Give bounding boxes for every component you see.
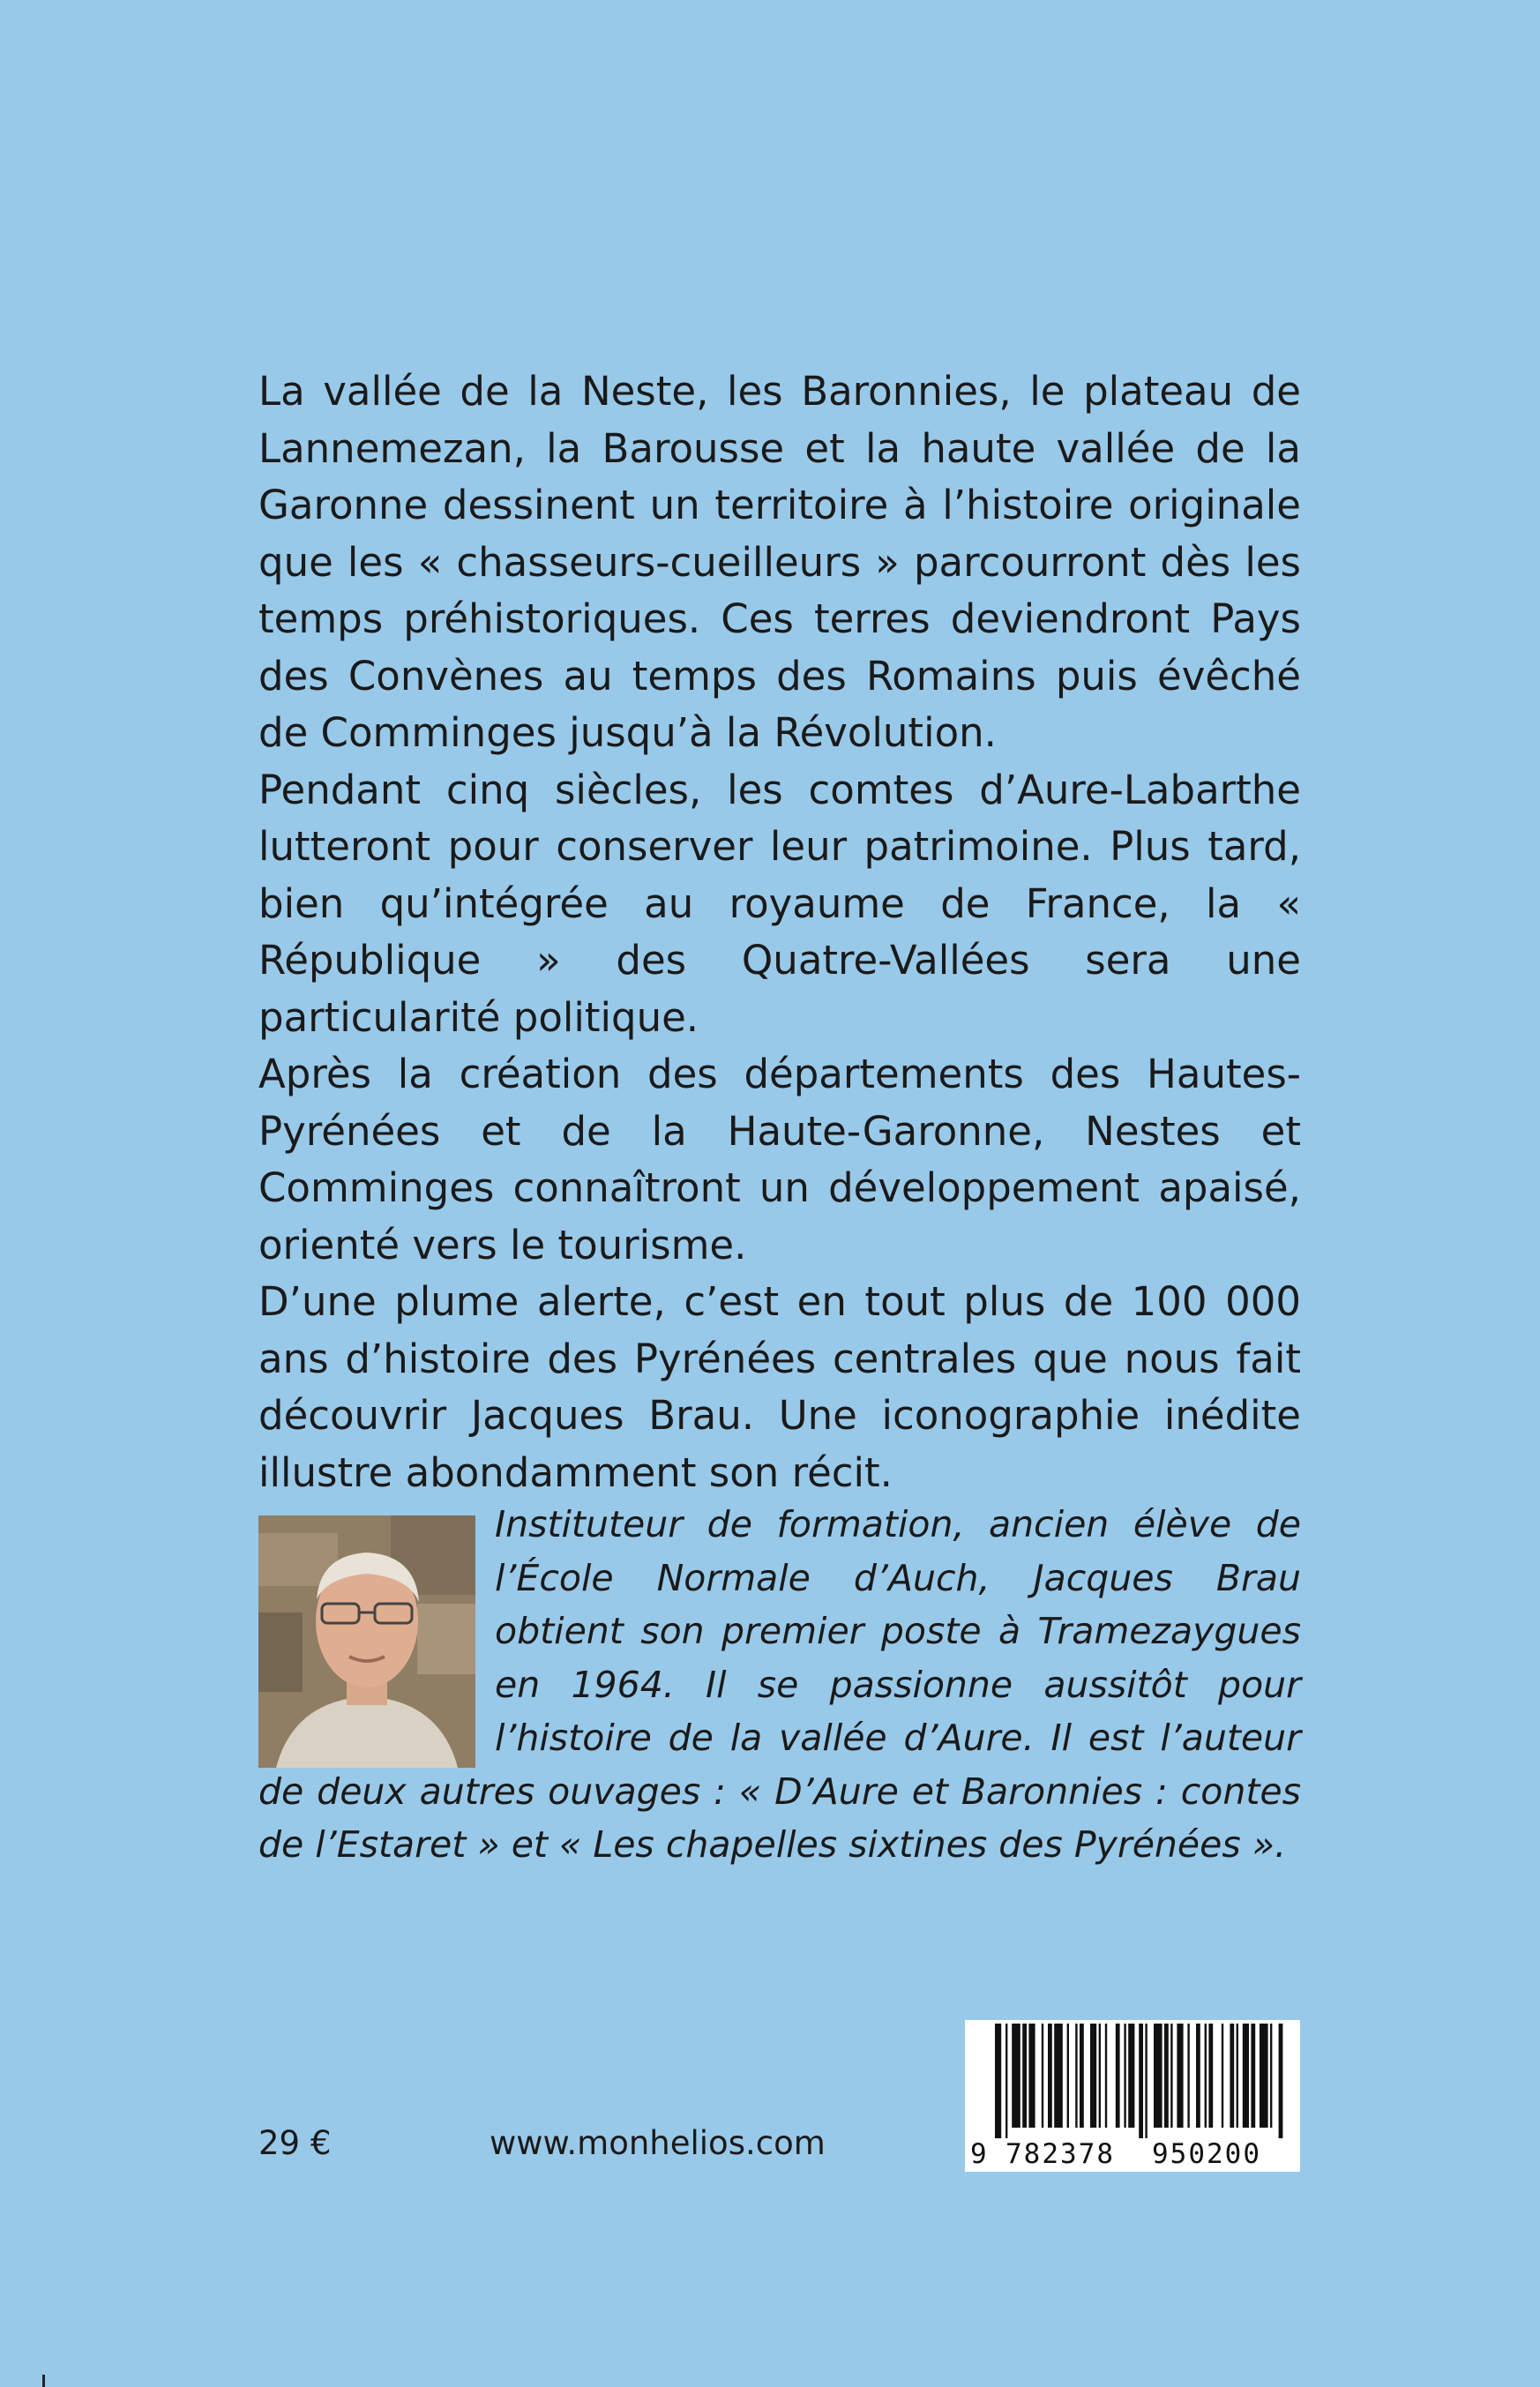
- barcode-bar: [1042, 2024, 1043, 2128]
- barcode-bar: [1237, 2024, 1238, 2128]
- isbn-barcode: [965, 2020, 1300, 2172]
- price: 29 €: [258, 2124, 332, 2162]
- barcode-bar: [1222, 2024, 1223, 2128]
- barcode-bar: [995, 2024, 1001, 2138]
- barcode-bars: [965, 2020, 1300, 2144]
- barcode-bar: [1251, 2024, 1255, 2128]
- barcode-bar: [1116, 2024, 1120, 2128]
- barcode-bar: [1145, 2024, 1147, 2138]
- barcode-bar: [1205, 2024, 1207, 2128]
- barcode-bar: [1090, 2024, 1096, 2128]
- barcode-bar: [1124, 2024, 1125, 2128]
- barcode-bar: [1187, 2024, 1189, 2128]
- barcode-left-group: 782378: [1005, 2138, 1115, 2170]
- barcode-bar: [1099, 2024, 1101, 2128]
- barcode-bar: [1022, 2024, 1027, 2128]
- barcode-bar: [1128, 2024, 1134, 2128]
- barcode-bar: [1005, 2024, 1007, 2138]
- barcode-bar: [1230, 2024, 1234, 2128]
- description-paragraph-4: D’une plume alerte, c’est en tout plus de 100 000 ans d’histoire des Pyrénées centrales que nous fait découvrir Jacques Brau. Une iconographie inédite illustre abondamment son récit.: [258, 1278, 1301, 1496]
- crop-mark: [42, 2375, 45, 2387]
- barcode-bar: [1054, 2024, 1063, 2128]
- barcode-first-digit: 9: [970, 2138, 987, 2170]
- back-cover-description: [258, 363, 1301, 1501]
- description-paragraph-2: Pendant cinq siècles, les comtes d’Aure-Labarthe lutteront pour conserver leur patrimoine. Plus tard, bien qu’intégrée au royaume de France, la « République » des Quatre-Vallées sera une particularité politique.: [258, 766, 1301, 1041]
- website-link[interactable]: www.monhelios.com: [490, 2124, 826, 2162]
- barcode-bar: [1260, 2024, 1268, 2128]
- barcode-bar: [1048, 2024, 1052, 2128]
- barcode-bar: [1196, 2024, 1200, 2128]
- barcode-bar: [1154, 2024, 1162, 2128]
- barcode-bar: [1177, 2024, 1183, 2128]
- barcode-bar: [1279, 2024, 1283, 2138]
- barcode-bar: [1028, 2024, 1035, 2128]
- barcode-bar: [1067, 2024, 1069, 2128]
- description-paragraph-1: La vallée de la Neste, les Baronnies, le plateau de Lannemezan, la Barousse et la haute vallée de la Garonne dessinent un territoire à l’histoire originale que les « chasseurs-cueilleurs » parcourront dès les temps préhistoriques. Ces terres deviendront Pays des Convènes au temps des Romains puis évêché de Comminges jusqu’à la Révolution.: [258, 368, 1301, 756]
- barcode-bar: [1012, 2024, 1020, 2128]
- description-paragraph-3: Après la création des départements des Hautes-Pyrénées et de la Haute-Garonne, Nestes et Comminges connaîtront un développement apaisé, orienté vers le tourisme.: [258, 1051, 1301, 1268]
- barcode-bar: [1164, 2024, 1169, 2128]
- barcode-bar: [1243, 2024, 1249, 2128]
- barcode-bar: [1105, 2024, 1107, 2128]
- barcode-bar: [1170, 2024, 1172, 2128]
- photo-spacer: [258, 1498, 495, 1762]
- barcode-bar: [1270, 2024, 1272, 2128]
- barcode-bar: [1080, 2024, 1084, 2128]
- barcode-bar: [1208, 2024, 1213, 2128]
- barcode-right-group: 950200: [1152, 2138, 1261, 2170]
- barcode-bar: [1075, 2024, 1077, 2128]
- barcode-bar: [1139, 2024, 1143, 2138]
- author-bio: [258, 1498, 1301, 1872]
- author-bio-text: Instituteur de formation, ancien élève de l’École Normale d’Auch, Jacques Brau obtient son premier poste à Tramezaygues en 1964. Il se passionne aussitôt pour l’histoire de la vallée d’Aure. Il est l’auteur de deux autres ouvages : « D’Aure et Baronnies : contes de l’Estaret » et « Les chapelles sixtines des Pyrénées ».: [258, 1503, 1301, 1866]
